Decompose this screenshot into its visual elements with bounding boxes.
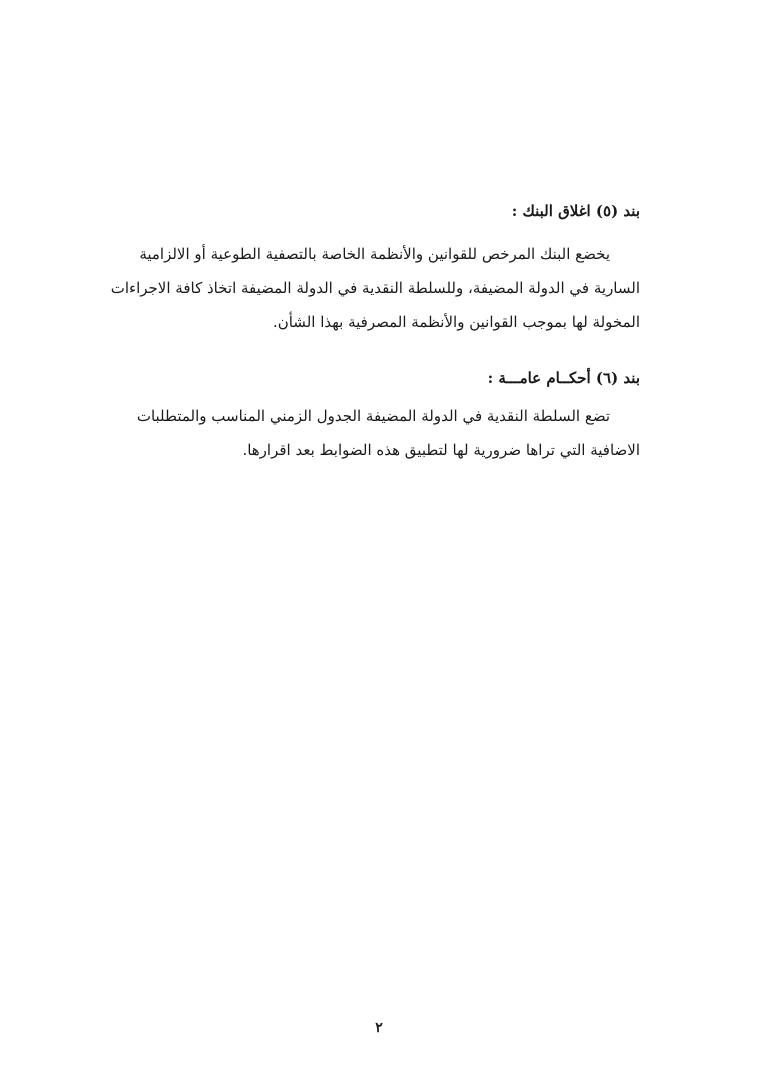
paragraph-line: السارية في الدولة المضيفة، وللسلطة النقدية في الدولة المضيفة اتخاذ كافة الاجراءات (110, 279, 640, 297)
paragraph-line: المخولة لها بموجب القوانين والأنظمة المصرفية بهذا الشأن. (272, 313, 640, 331)
page-number: ٢ (375, 1020, 383, 1036)
paragraph-line: تضع السلطة النقدية في الدولة المضيفة الجدول الزمني المناسب والمتطلبات (136, 407, 610, 425)
section-body (136, 399, 640, 467)
section-heading: بند (٦) أحكــام عامـــة : (487, 369, 640, 387)
section-general-provisions (136, 368, 640, 467)
section-body (110, 237, 640, 339)
section-heading: بند (٥) اغلاق البنك : (511, 202, 640, 220)
section-bank-closure (110, 201, 640, 339)
paragraph-line: يخضع البنك المرخص للقوانين والأنظمة الخاصة بالتصفية الطوعية أو الالزامية (139, 245, 610, 263)
paragraph-line: الاضافية التي تراها ضرورية لها لتطبيق هذه الضوابط بعد اقرارها. (242, 441, 640, 459)
